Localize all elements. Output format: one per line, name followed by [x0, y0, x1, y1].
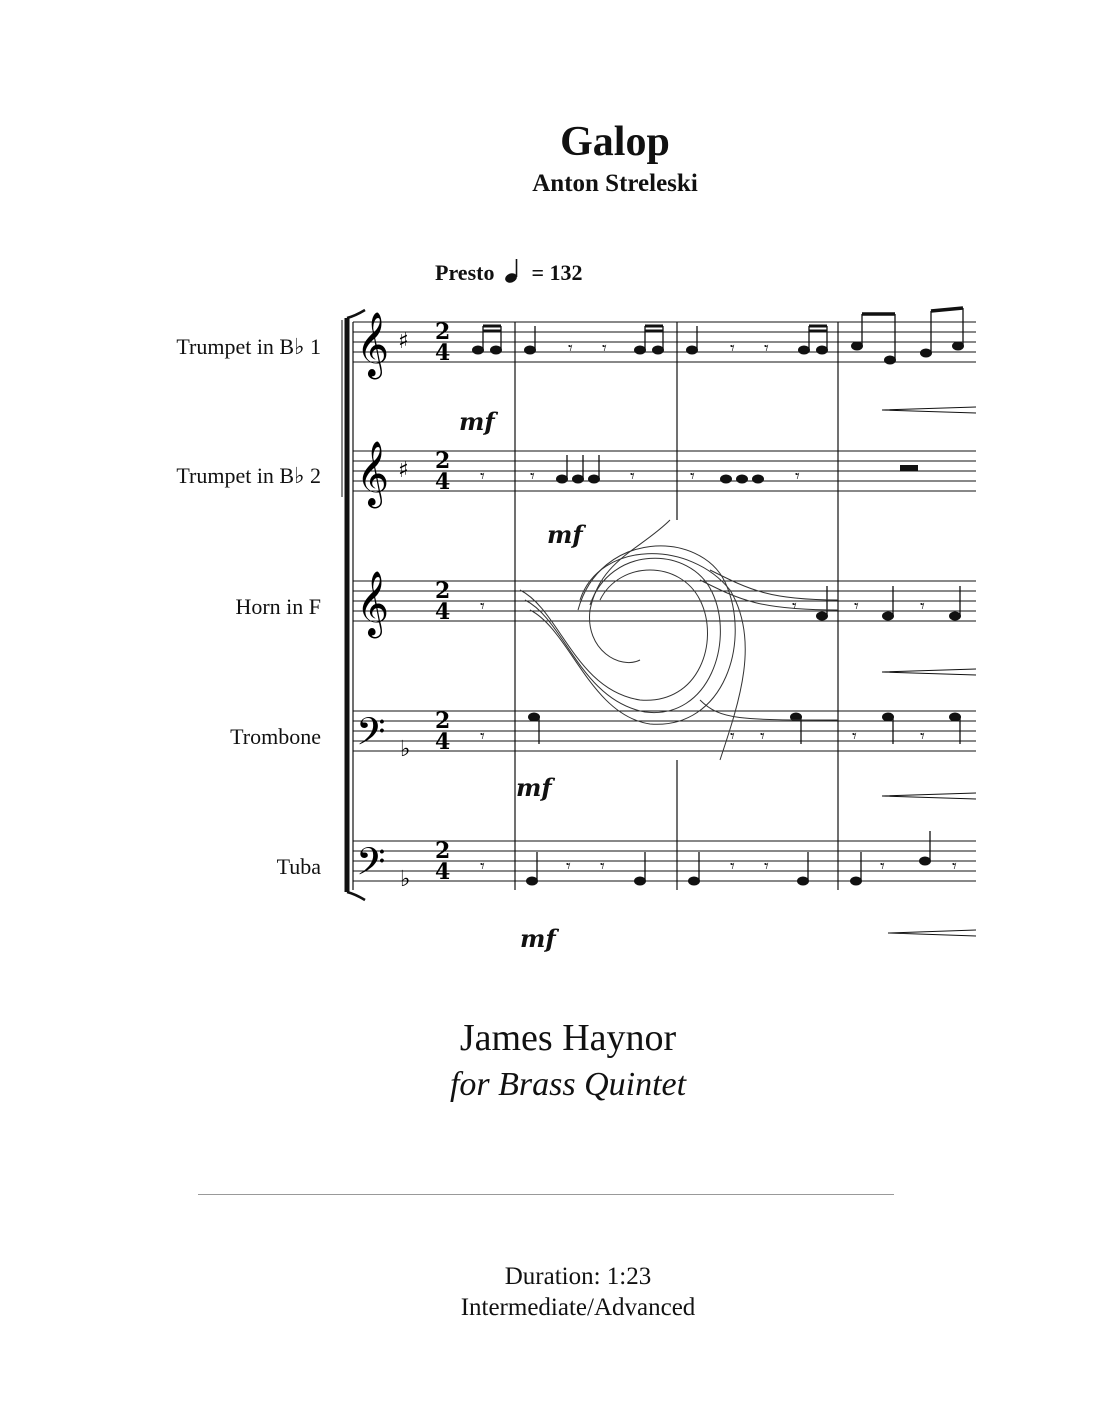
svg-text:𝄾: 𝄾 — [480, 596, 485, 617]
instrument-label-horn: Horn in F — [235, 594, 321, 619]
svg-text:4: 4 — [435, 340, 451, 366]
sharp-icon: ♯ — [398, 329, 409, 354]
svg-text:𝄾: 𝄾 — [530, 466, 535, 487]
svg-text:4: 4 — [435, 599, 451, 625]
bass-clef-icon: 𝄢 — [356, 839, 386, 893]
svg-text:𝄾: 𝄾 — [854, 596, 859, 617]
hairpins — [882, 407, 976, 936]
tempo-value: = 132 — [531, 260, 583, 285]
instrument-label-trombone: Trombone — [230, 724, 321, 749]
divider-rule — [198, 1194, 894, 1195]
duration-text: Duration: 1:23 — [504, 1263, 652, 1290]
svg-text:2: 2 — [435, 578, 451, 604]
svg-text:4: 4 — [435, 729, 451, 755]
treble-clef-icon: 𝄞 — [356, 441, 390, 506]
barlines — [353, 322, 838, 890]
svg-text:𝄾: 𝄾 — [690, 466, 695, 487]
dynamic-mf-trumpet-1: mf — [459, 407, 495, 436]
difficulty-level: Intermediate/Advanced — [460, 1294, 696, 1321]
arranger-name: James Haynor — [459, 1017, 677, 1059]
svg-text:𝄾: 𝄾 — [630, 466, 635, 487]
svg-text:2: 2 — [435, 708, 451, 734]
svg-text:𝄾: 𝄾 — [852, 726, 857, 747]
svg-text:𝄾: 𝄾 — [480, 726, 485, 747]
instrument-label-trumpet-2: Trumpet in B♭ 2 — [176, 463, 321, 488]
instrument-label-trumpet-1: Trumpet in B♭ 1 — [176, 334, 321, 359]
bass-clef-icon: 𝄢 — [356, 709, 386, 763]
svg-text:𝄾: 𝄾 — [730, 726, 735, 747]
dynamic-mf-trombone: mf — [516, 773, 552, 802]
flat-icon: ♭ — [400, 737, 411, 762]
svg-text:𝄾: 𝄾 — [952, 856, 957, 877]
svg-text:𝄾: 𝄾 — [568, 338, 573, 359]
svg-text:𝄾: 𝄾 — [480, 466, 485, 487]
svg-text:𝄾: 𝄾 — [600, 856, 605, 877]
svg-text:4: 4 — [435, 859, 451, 885]
clefs — [356, 312, 389, 893]
svg-text:𝄾: 𝄾 — [730, 856, 735, 877]
svg-text:𝄾: 𝄾 — [760, 726, 765, 747]
flat-icon: ♭ — [400, 867, 411, 892]
time-signatures — [435, 319, 450, 885]
svg-text:4: 4 — [435, 469, 451, 495]
svg-text:𝄾: 𝄾 — [792, 596, 797, 617]
swirl-distortion — [520, 520, 838, 760]
svg-text:2: 2 — [435, 319, 451, 345]
treble-clef-icon: 𝄞 — [356, 312, 390, 377]
svg-text:𝄾: 𝄾 — [920, 726, 925, 747]
svg-text:𝄾: 𝄾 — [920, 596, 925, 617]
svg-text:𝄾: 𝄾 — [795, 466, 800, 487]
tempo-text: Presto — [435, 260, 495, 285]
svg-text:2: 2 — [435, 448, 451, 474]
svg-text:𝄾: 𝄾 — [602, 338, 607, 359]
sharp-icon: ♯ — [398, 458, 409, 483]
svg-text:𝄾: 𝄾 — [566, 856, 571, 877]
svg-text:2: 2 — [435, 838, 451, 864]
svg-text:𝄾: 𝄾 — [480, 856, 485, 877]
svg-text:𝄾: 𝄾 — [764, 856, 769, 877]
svg-text:𝄾: 𝄾 — [764, 338, 769, 359]
composer-name: Anton Streleski — [532, 170, 698, 197]
svg-text:𝄾: 𝄾 — [730, 338, 735, 359]
dynamic-mf-tuba: mf — [520, 924, 556, 953]
dynamic-mf-trumpet-2: mf — [547, 520, 583, 549]
ensemble-subtitle: for Brass Quintet — [449, 1066, 687, 1103]
piece-title: Galop — [560, 119, 670, 165]
svg-text:𝄾: 𝄾 — [880, 856, 885, 877]
treble-clef-icon: 𝄞 — [356, 571, 390, 636]
instrument-label-tuba: Tuba — [276, 854, 321, 879]
